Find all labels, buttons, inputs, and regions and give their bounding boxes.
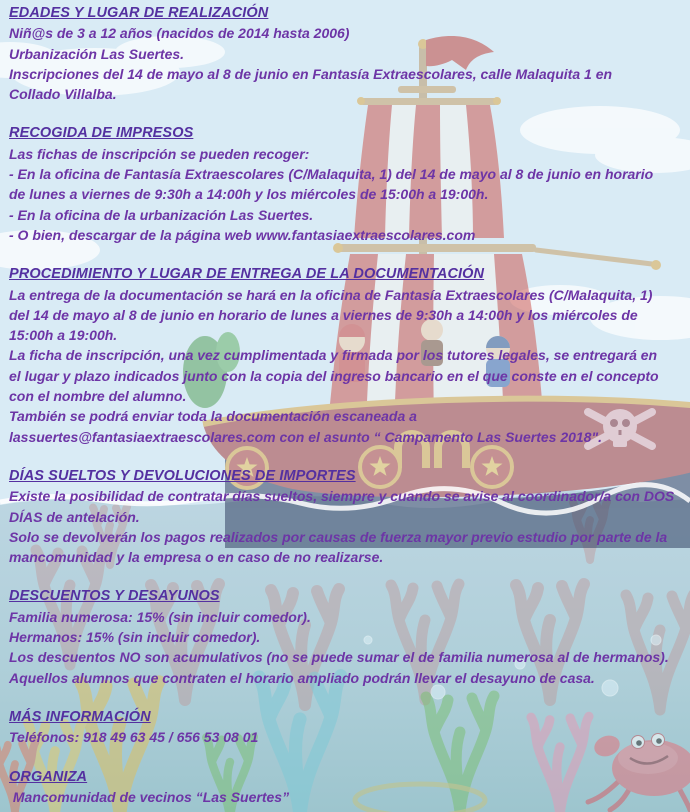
text-line: - En la oficina de Fantasía Extraescolares (C/Malaquita, 1) del 14 de mayo al 8 de junio en horario xyxy=(9,166,654,183)
text-line: de lunes a viernes de 9:30h a 14:00h y los miércoles de 15:00h a 19:00h. xyxy=(9,186,489,203)
text-line: con el nombre del alumno. xyxy=(9,388,187,405)
text-line: La entrega de la documentación se hará en la oficina de Fantasía Extraescolares (C/Malaquita, 1) xyxy=(9,286,653,303)
section-heading: PROCEDIMIENTO Y LUGAR DE ENTREGA DE LA DOCUMENTACIÓN xyxy=(9,266,485,283)
flyer-text xyxy=(9,3,686,807)
text-line: Familia numerosa: 15% (sin incluir comedor). xyxy=(9,608,311,625)
text-line: - En la oficina de la urbanización Las Suertes. xyxy=(9,206,314,223)
text-line: Urbanización Las Suertes. xyxy=(9,45,185,62)
section-dias-sueltos xyxy=(9,466,686,567)
section-procedimiento xyxy=(9,264,686,447)
text-line: Niñ@s de 3 a 12 años (nacidos de 2014 hasta 2006) xyxy=(9,25,350,42)
text-line: La ficha de inscripción, una vez cumplimentada y firmada por los tutores legales, se entregará en xyxy=(9,347,658,364)
text-line: También se podrá enviar toda la documentación escaneada a xyxy=(9,408,417,425)
text-line: lassuertes@fantasiaextraescolares.com con el asunto “ Campamento Las Suertes 2018". xyxy=(9,428,602,445)
text-line: el lugar y plazo indicados junto con la copia del ingreso bancario en el que conste en el concepto xyxy=(9,367,659,384)
section-organiza xyxy=(9,767,686,808)
text-line: del 14 de mayo al 8 de junio en horario de lunes a viernes de 9:30h a 14:00h y los miércoles de xyxy=(9,306,638,323)
text-line: Collado Villalba. xyxy=(9,86,117,103)
text-line: Los descuentos NO son acumulativos (no se puede sumar el de familia numerosa al de hermanos). xyxy=(9,649,669,666)
section-mas-informacion xyxy=(9,707,686,748)
section-heading: EDADES Y LUGAR DE REALIZACIÓN xyxy=(9,5,269,21)
text-line: Inscripciones del 14 de mayo al 8 de junio en Fantasía Extraescolares, calle Malaquita 1 en xyxy=(9,65,613,82)
section-edades xyxy=(9,3,686,104)
text-line: - O bien, descargar de la página web www.fantasiaextraescolares.com xyxy=(9,226,476,243)
section-heading: DÍAS SUELTOS Y DEVOLUCIONES DE IMPORTES xyxy=(9,467,356,484)
section-heading: RECOGIDA DE IMPRESOS xyxy=(9,125,194,142)
text-line: Mancomunidad de vecinos “Las Suertes” xyxy=(9,788,290,805)
text-line: Teléfonos: 918 49 63 45 / 656 53 08 01 xyxy=(9,729,259,746)
text-line: 15:00h a 19:00h. xyxy=(9,327,118,344)
text-line: DÍAS de antelación. xyxy=(9,508,140,525)
text-line: Solo se devolverán los pagos realizados por causas de fuerza mayor previo estudio por parte de la xyxy=(9,528,668,545)
section-recogida xyxy=(9,123,686,245)
text-line: Aquellos alumnos que contraten el horario ampliado podrán llevar el desayuno de casa. xyxy=(9,669,595,686)
text-line: Hermanos: 15% (sin incluir comedor). xyxy=(9,629,261,646)
section-heading: DESCUENTOS Y DESAYUNOS xyxy=(9,588,220,605)
section-heading: ORGANIZA xyxy=(9,768,88,785)
text-line: mancomunidad y la empresa o en caso de no realizarse. xyxy=(9,549,384,566)
section-descuentos xyxy=(9,586,686,687)
text-line: Existe la posibilidad de contratar días sueltos, siempre y cuando se avise al coordinador/a con DOS xyxy=(9,488,675,505)
section-heading: MÁS INFORMACIÓN xyxy=(9,708,151,725)
text-line: Las fichas de inscripción se pueden recoger: xyxy=(9,145,310,162)
